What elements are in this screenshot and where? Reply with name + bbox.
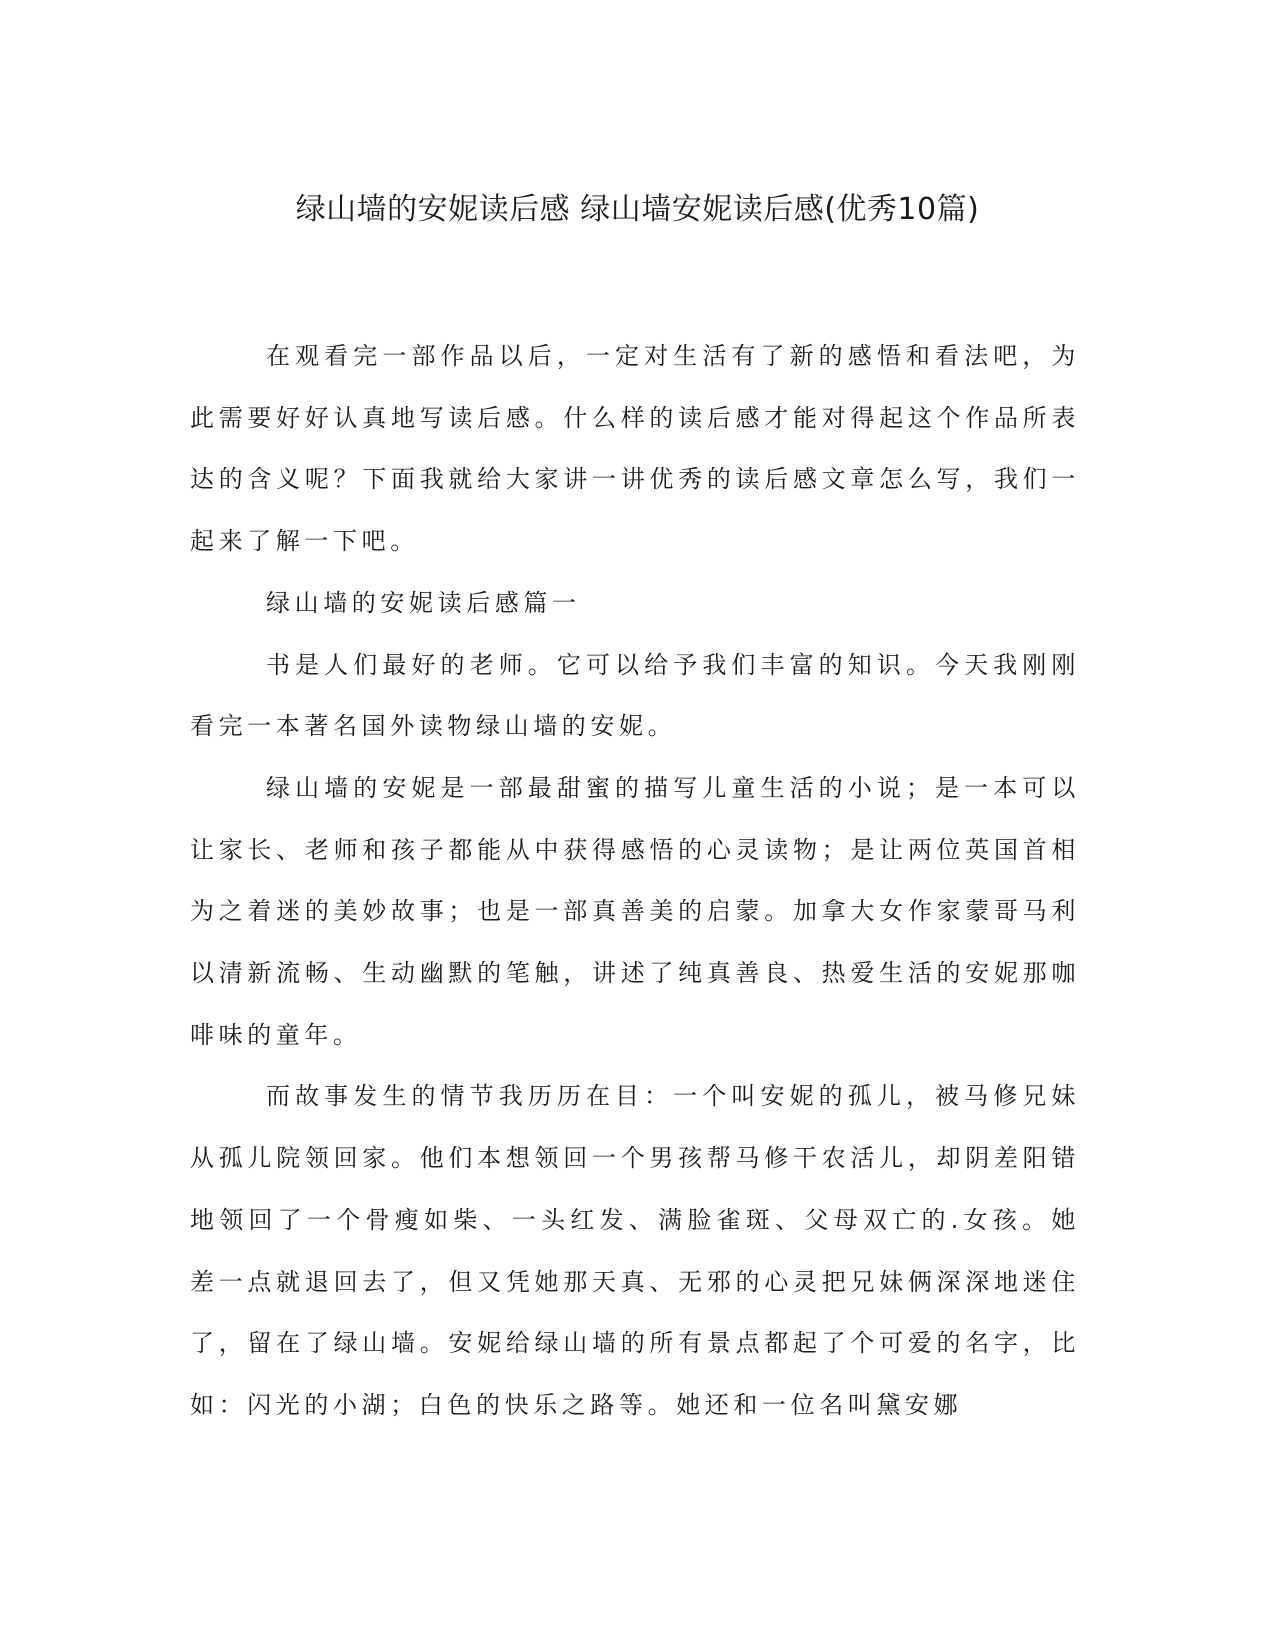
paragraph: 而故事发生的情节我历历在目：一个叫安妮的孤儿，被马修兄妹从孤儿院领回家。他们本想领回一个男孩帮马修干农活儿，却阴差阳错地领回了一个骨瘦如柴、一头红发、满脸雀斑、父母双亡的.女孩。她差一点就退回去了，但又凭她那天真、无邪的心灵把兄妹俩深深地迷住了，留在了绿山墙。安妮给绿山墙的所有景点都起了个可爱的名字，比如：闪光的小湖；白色的快乐之路等。她还和一位名叫黛安娜 [190,1082,1080,1419]
paragraph-intro: 在观看完一部作品以后，一定对生活有了新的感悟和看法吧，为此需要好好认真地写读后感。什么样的读后感才能对得起这个作品所表达的含义呢？下面我就给大家讲一讲优秀的读后感文章怎么写，我们一起来了解一下吧。 [190,342,1080,556]
paragraph: 书是人们最好的老师。它可以给予我们丰富的知识。今天我刚刚看完一本著名国外读物绿山墙的安妮。 [190,650,1080,741]
section-heading: 绿山墙的安妮读后感篇一 [266,588,581,617]
document-title: 绿山墙的安妮读后感 绿山墙安妮读后感(优秀10篇) [295,192,980,227]
paragraph: 绿山墙的安妮是一部最甜蜜的描写儿童生活的小说；是一本可以让家长、老师和孩子都能从中获得感悟的心灵读物；是让两位英国首相为之着迷的美妙故事；也是一部真善美的启蒙。加拿大女作家蒙哥马利以清新流畅、生动幽默的笔触，讲述了纯真善良、热爱生活的安妮那咖啡味的童年。 [190,773,1080,1049]
document-body [190,326,1080,1437]
